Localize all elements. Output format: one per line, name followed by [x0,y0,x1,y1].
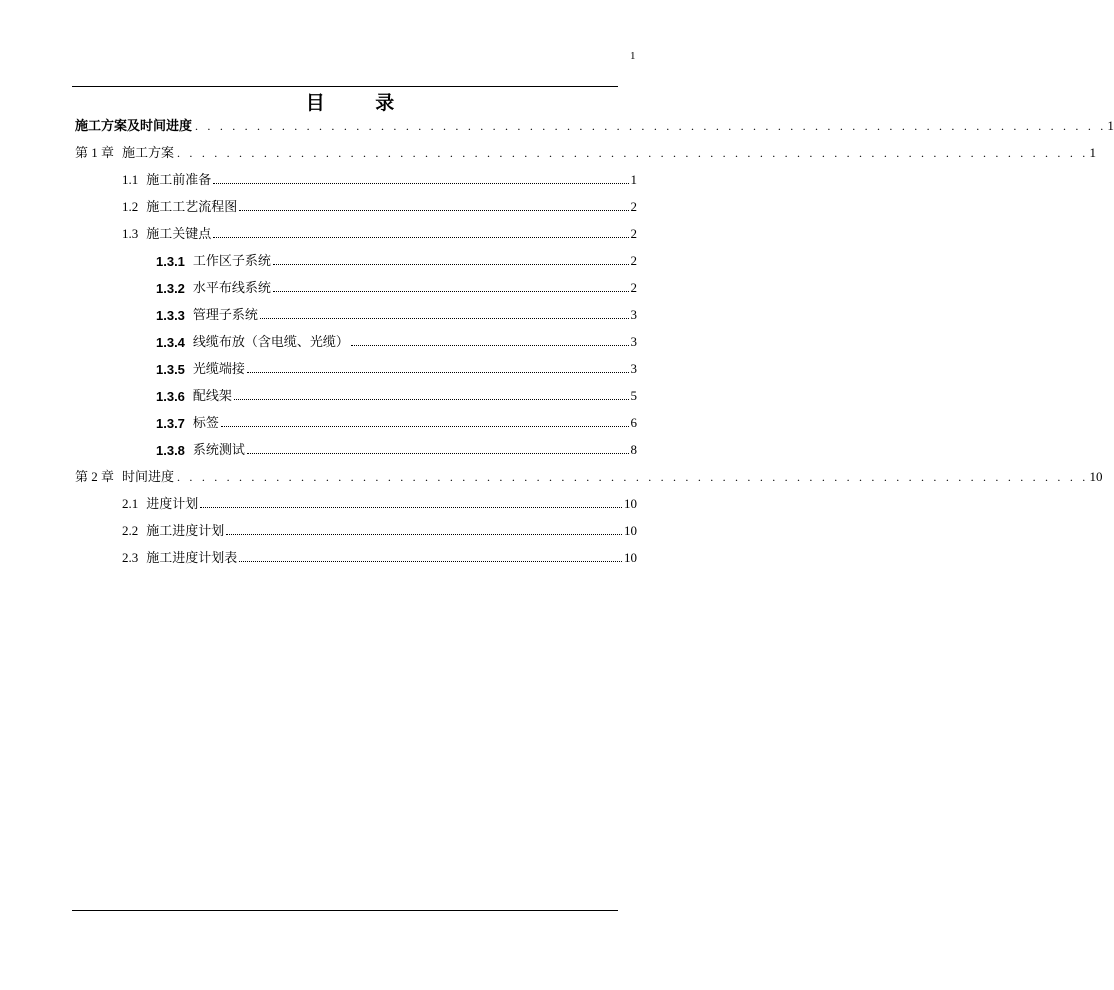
toc-leader: . . . . . . . . . . . . . . . . . . . . . . . . . . . . . . . . . . . . . . . . . . . . . . . . . . . . . . . . . . . . . . . . . . . . . . . . . . [195,119,1107,133]
toc-entry-page: 1 [1107,118,1114,133]
toc-entry[interactable] [122,218,637,242]
toc-entry-number: 1.3.8 [156,443,185,458]
toc-leader [226,534,622,535]
toc-leader: . . . . . . . . . . . . . . . . . . . . . . . . . . . . . . . . . . . . . . . . . . . . . . . . . . . . . . . . . . . . . . . . . . . . . . . . . . [177,146,1089,160]
toc-entry-page: 6 [630,415,637,430]
toc-entry-page: 3 [630,361,637,376]
toc-entry-number: 2.1 [122,496,139,511]
toc-entry[interactable] [122,542,637,566]
toc-entry-number: 1.3 [122,226,139,241]
toc-entry-number: 1.3.6 [156,389,185,404]
toc-entry[interactable] [75,461,1103,485]
toc-entry[interactable] [156,326,637,350]
toc-entry-page: 8 [630,442,637,457]
toc-entry-page: 3 [630,307,637,322]
toc-entry-page: 2 [630,226,637,241]
toc-entry-page: 10 [1089,469,1103,484]
toc-entry-label: 系统测试 [192,442,245,457]
toc-entry-label: 施工方案及时间进度 [75,119,193,134]
toc-entry-number: 2.2 [122,523,139,538]
toc-entry-label: 时间进度 [122,469,175,484]
toc-leader [213,237,628,238]
toc-entry[interactable] [75,137,1096,161]
toc-entry-page: 2 [630,280,637,295]
toc-title: 目 录 [305,92,417,114]
toc-leader [221,426,629,427]
toc-entry-number: 1.1 [122,172,139,187]
toc-entry-page: 1 [630,172,637,187]
toc-leader [273,291,629,292]
toc-entry-page: 10 [624,496,637,511]
page-number: 1 [630,50,636,62]
header-rule [72,86,618,87]
toc-leader [239,210,628,211]
toc-entry[interactable] [156,272,637,296]
toc-entry-number: 1.3.1 [156,254,185,269]
toc-entry[interactable] [156,353,637,377]
toc-leader [213,183,628,184]
toc-leader [351,345,629,346]
toc-entry-page: 2 [630,199,637,214]
toc-entry-page: 10 [624,523,637,538]
toc-entry[interactable] [156,245,637,269]
toc-entry-label: 管理子系统 [192,307,258,322]
toc-entry[interactable] [122,488,637,512]
toc-entry-page: 3 [630,334,637,349]
toc-entry-label: 工作区子系统 [192,253,271,268]
toc-leader [200,507,622,508]
toc-entry-page: 5 [630,388,637,403]
toc-entry[interactable] [122,515,637,539]
toc-leader [234,399,629,400]
toc-entry-label: 水平布线系统 [192,280,271,295]
toc-entry-label: 标签 [192,415,219,430]
toc-entry-number: 第 2 章 [75,469,115,484]
toc-entry-label: 光缆端接 [192,361,245,376]
toc-entry-number: 1.3.2 [156,281,185,296]
toc-leader [239,561,622,562]
toc-entry-page: 10 [624,550,637,565]
toc-leader [247,453,629,454]
toc-entry-label: 施工进度计划表 [146,550,238,565]
toc-entry[interactable] [75,110,1114,134]
toc-entry-number: 2.3 [122,550,139,565]
toc-entry[interactable] [156,299,637,323]
toc-leader [247,372,629,373]
toc-entry-label: 施工关键点 [146,226,212,241]
toc-entry-label: 施工工艺流程图 [146,199,238,214]
toc-entry-number: 1.3.5 [156,362,185,377]
toc-leader [260,318,629,319]
toc-entry[interactable] [122,164,637,188]
toc-entry-label: 施工前准备 [146,172,212,187]
toc-entry-label: 线缆布放（含电缆、光缆） [192,334,349,349]
toc-entry-number: 1.3.7 [156,416,185,431]
toc-entry-label: 施工进度计划 [146,523,225,538]
toc-entry-number: 1.3.4 [156,335,185,350]
toc-leader [273,264,629,265]
toc-entry-number: 第 1 章 [75,145,115,160]
toc-entry[interactable] [156,407,637,431]
toc-entry-number: 1.2 [122,199,139,214]
toc-entry-label: 进度计划 [146,496,199,511]
toc-entry-label: 配线架 [192,388,232,403]
toc-entry[interactable] [156,434,637,458]
toc-entry-page: 1 [1089,145,1096,160]
toc-entry[interactable] [156,380,637,404]
toc-leader: . . . . . . . . . . . . . . . . . . . . . . . . . . . . . . . . . . . . . . . . . . . . . . . . . . . . . . . . . . . . . . . . . . . . . . . . . . [177,470,1089,484]
toc-entry[interactable] [122,191,637,215]
toc-entry-page: 2 [630,253,637,268]
toc-entry-number: 1.3.3 [156,308,185,323]
footer-rule [72,910,618,911]
toc-entry-label: 施工方案 [122,145,175,160]
